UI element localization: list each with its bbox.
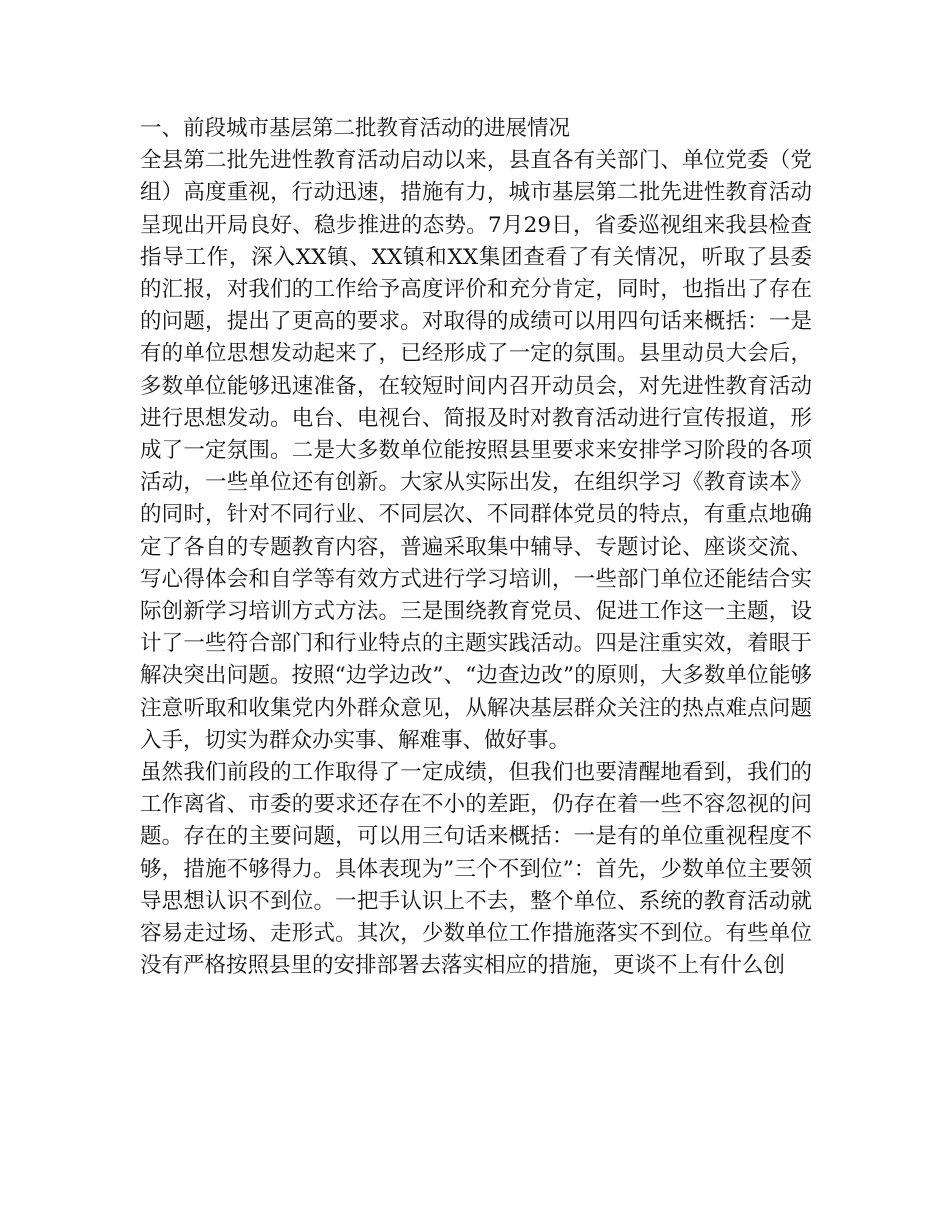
paragraph-problems: 虽然我们前段的工作取得了一定成绩，但我们也要清醒地看到，我们的工作离省、市委的要求还存在不小的差距，仍存在着一些不容忽视的问题。存在的主要问题，可以用三句话来概括：一是有的单位重视程度不够，措施不够得力。具体表现为”三个不到位”：首先，少数单位主要领导思想认识不到位。一把手认识上不去，整个单位、系统的教育活动就容易走过场、走形式。其次，少数单位工作措施落实不到位。有些单位没有严格按照县里的安排部署去落实相应的措施，更谈不上有什么创: [140, 760, 812, 979]
section-heading: 一、前段城市基层第二批教育活动的进展情况: [140, 116, 571, 141]
paragraph-progress: 全县第二批先进性教育活动启动以来，县直各有关部门、单位党委（党组）高度重视，行动迅速，措施有力，城市基层第二批先进性教育活动呈现出开局良好、稳步推进的态势。7月29日，省委巡视组来我县检查指导工作，深入XX镇、XX镇和XX集团查看了有关情况，听取了县委的汇报，对我们的工作给予高度评价和充分肯定，同时，也指出了存在的问题，提出了更高的要求。对取得的成绩可以用四句话来概括：一是有的单位思想发动起来了，已经形成了一定的氛围。县里动员大会后，多数单位能够迅速准备，在较短时间内召开动员会，对先进性教育活动进行思想发动。电台、电视台、简报及时对教育活动进行宣传报道，形成了一定氛围。二是大多数单位能按照县里要求来安排学习阶段的各项活动，一些单位还有创新。大家从实际出发，在组织学习《教育读本》的同时，针对不同行业、不同层次、不同群体党员的特点，有重点地确定了各自的专题教育内容，普遍采取集中辅导、专题讨论、座谈交流、写心得体会和自学等有效方式进行学习培训，一些部门单位还能结合实际创新学习培训方式方法。三是围绕教育党员、促进工作这一主题，设计了一些符合部门和行业特点的主题实践活动。四是注重实效，着眼于解决突出问题。按照“边学边改”、“边查边改”的原则，大多数单位能够注意听取和收集党内外群众意见，从解决基层群众关注的热点难点问题入手，切实为群众办实事、解难事、做好事。: [140, 148, 812, 753]
document-body: [140, 113, 812, 982]
